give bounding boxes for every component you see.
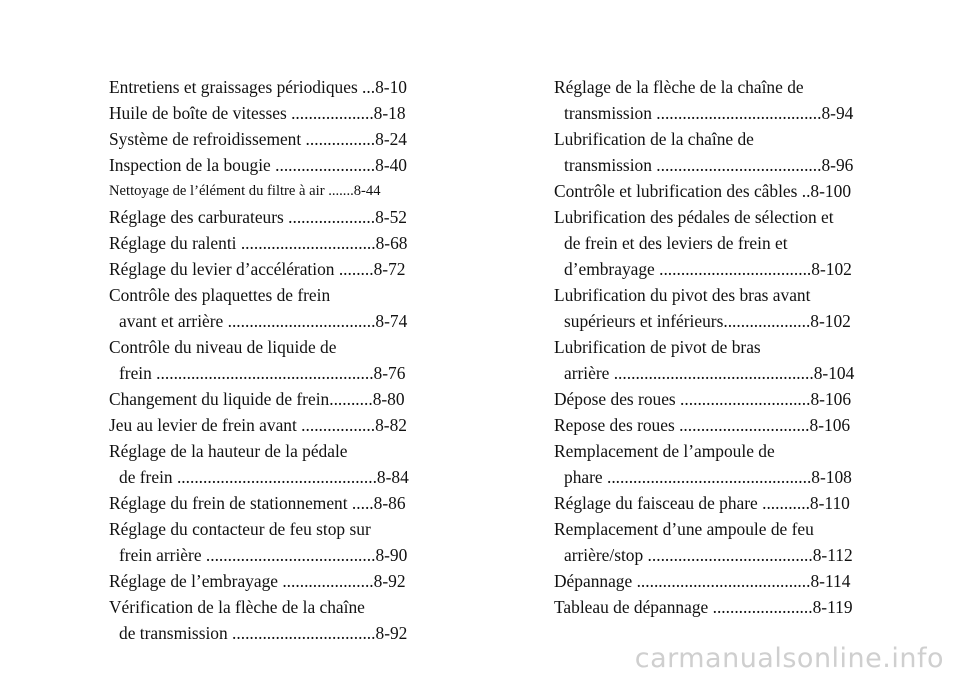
toc-entry: Inspection de la bougie .......................8-40 <box>109 155 408 175</box>
toc-entry: Changement du liquide de frein..........8-80 <box>109 389 405 409</box>
toc-entry: Repose des roues ..............................8-106 <box>554 415 851 435</box>
toc-entry: Lubrification des pédales de sélection et <box>554 207 834 227</box>
toc-right-column <box>554 74 907 620</box>
toc-entry: Huile de boîte de vitesses ...................8-18 <box>109 103 406 123</box>
toc-left-column <box>109 74 461 646</box>
toc-entry: Réglage des carburateurs ....................8-52 <box>109 207 407 227</box>
watermark-text: carmanualsonline.info <box>634 643 944 674</box>
toc-entry-continuation: d’embrayage ...................................8-102 <box>564 259 852 279</box>
toc-entry: Dépose des roues ..............................8-106 <box>554 389 852 409</box>
toc-entry: Réglage de la hauteur de la pédale <box>109 441 348 461</box>
toc-entry: Jeu au levier de frein avant .................8-82 <box>109 415 407 435</box>
toc-entry-continuation: de frein ..............................................8-84 <box>119 467 409 487</box>
toc-entry-continuation: transmission ......................................8-94 <box>564 103 854 123</box>
toc-entry: Réglage du levier d’accélération ........8-72 <box>109 259 406 279</box>
toc-entry-continuation: supérieurs et inférieurs....................8-102 <box>564 311 851 331</box>
toc-entry: Réglage du ralenti ...............................8-68 <box>109 233 408 253</box>
toc-entry: Réglage du faisceau de phare ...........8-110 <box>554 493 850 513</box>
toc-entry: Contrôle des plaquettes de frein <box>109 285 331 305</box>
toc-entry: Contrôle du niveau de liquide de <box>109 337 337 357</box>
toc-entry: Système de refroidissement ................8-24 <box>109 129 408 149</box>
toc-entry-continuation: arrière ..............................................8-104 <box>564 363 855 383</box>
toc-entry: Réglage du frein de stationnement .....8-86 <box>109 493 406 513</box>
toc-entry-continuation: arrière/stop ......................................8-112 <box>564 545 853 565</box>
toc-entry: Remplacement de l’ampoule de <box>554 441 775 461</box>
toc-entry: Lubrification du pivot des bras avant <box>554 285 811 305</box>
toc-entry: Lubrification de pivot de bras <box>554 337 761 357</box>
toc-entry: Lubrification de la chaîne de <box>554 129 754 149</box>
toc-entry: Entretiens et graissages périodiques ...8-10 <box>109 77 407 97</box>
toc-entry: Vérification de la flèche de la chaîne <box>109 597 365 617</box>
toc-entry-continuation: avant et arrière ..................................8-74 <box>119 311 408 331</box>
toc-entry-continuation: transmission ......................................8-96 <box>564 155 854 175</box>
toc-entry-continuation: de transmission .................................8-92 <box>119 623 408 643</box>
toc-entry: Remplacement d’une ampoule de feu <box>554 519 814 539</box>
toc-entry: Tableau de dépannage .......................8-119 <box>554 597 853 617</box>
toc-entry-continuation: frein ..................................................8-76 <box>119 363 406 383</box>
toc-entry: Réglage de l’embrayage .....................8-92 <box>109 571 406 591</box>
toc-entry-continuation: phare ...............................................8-108 <box>564 467 852 487</box>
toc-entry-continuation: frein arrière .......................................8-90 <box>119 545 408 565</box>
toc-entry: Contrôle et lubrification des câbles ..8-100 <box>554 181 852 201</box>
toc-entry: Réglage du contacteur de feu stop sur <box>109 519 371 539</box>
toc-entry-continuation: de frein et des leviers de frein et <box>564 233 788 253</box>
toc-entry: Nettoyage de l’élément du filtre à air .......8-44 <box>109 183 381 199</box>
toc-entry: Dépannage ........................................8-114 <box>554 571 851 591</box>
toc-entry: Réglage de la flèche de la chaîne de <box>554 77 804 97</box>
